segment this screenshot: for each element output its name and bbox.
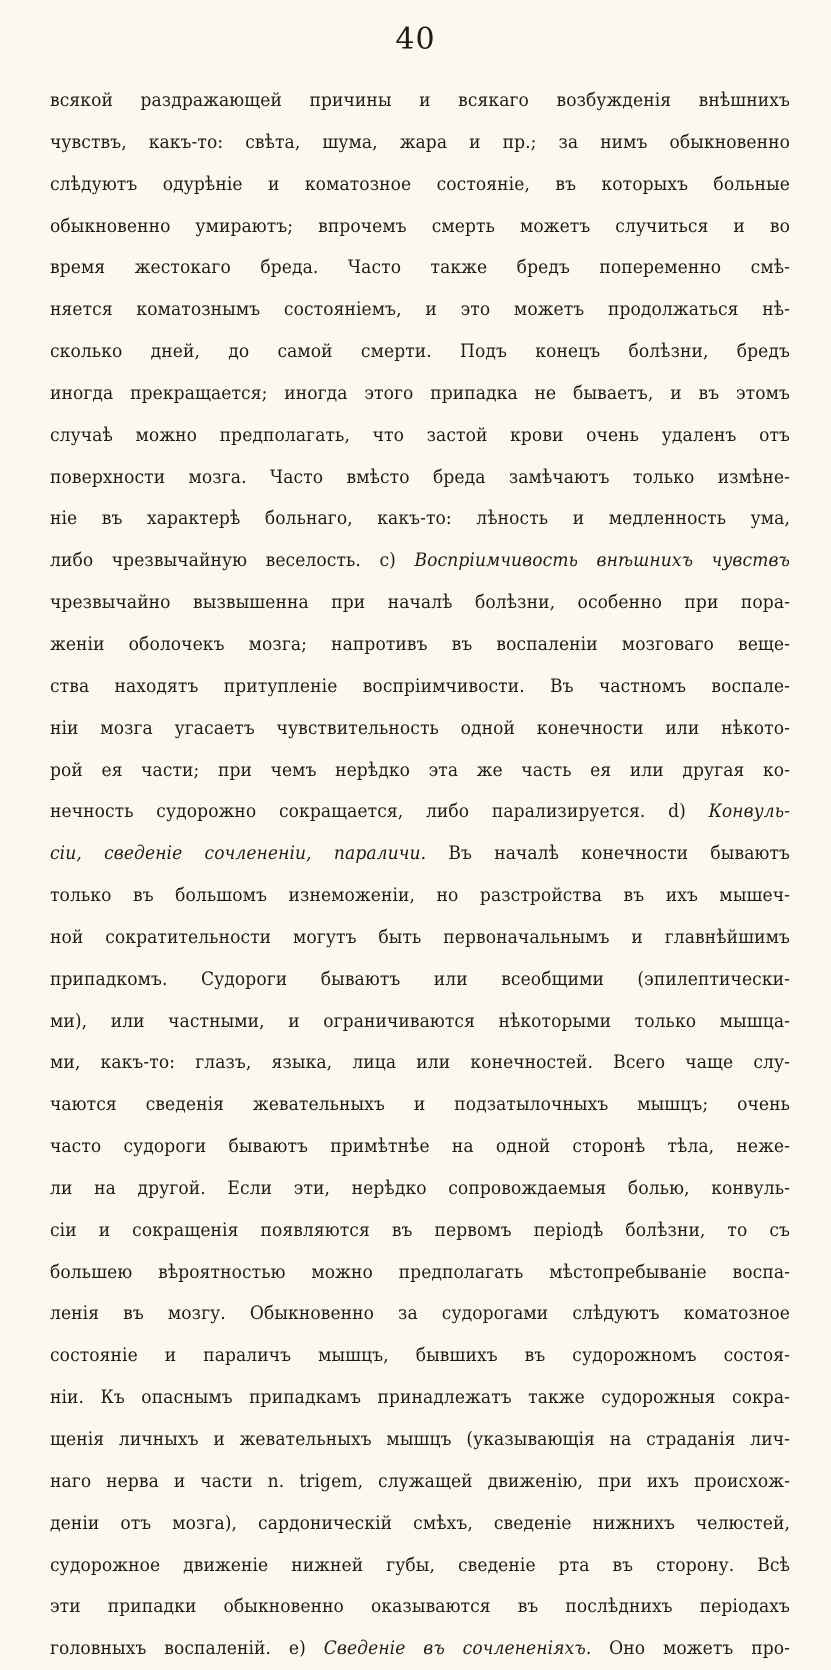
text-line	[50, 582, 790, 624]
text-line	[50, 959, 790, 1001]
text-segment: судорожное движеніе нижней губы, сведеніе рта въ сторону. Всѣ	[50, 1553, 790, 1576]
italic-heading: Воспріимчивость внѣшнихъ чувствъ	[414, 549, 790, 572]
italic-heading: сіи, сведеніе сочлененіи, параличи.	[50, 842, 427, 865]
text-line	[50, 1377, 790, 1419]
text-segment: сіи и сокращенія появляются въ первомъ періодѣ болѣзни, то съ	[50, 1218, 790, 1241]
text-line	[50, 122, 790, 164]
text-segment: женіи оболочекъ мозга; напротивъ въ воспаленіи мозговаго веще-	[50, 632, 790, 655]
text-line	[50, 415, 790, 457]
text-line	[50, 1461, 790, 1503]
text-segment: ніи. Къ опаснымъ припадкамъ принадлежатъ также судорожныя сокра-	[50, 1386, 790, 1409]
text-line	[50, 1168, 790, 1210]
text-line	[50, 1628, 790, 1670]
text-segment: эти припадки обыкновенно оказываются въ послѣднихъ періодахъ	[50, 1595, 790, 1618]
text-line	[50, 373, 790, 415]
text-line	[50, 247, 790, 289]
text-line	[50, 708, 790, 750]
italic-heading: Сведеніе въ сочлененіяхъ.	[323, 1637, 592, 1660]
text-line	[50, 1293, 790, 1335]
text-segment: сколько дней, до самой смерти. Подъ конецъ болѣзни, бредъ	[50, 340, 790, 363]
text-segment: няется коматознымъ состояніемъ, и это можетъ продолжаться нѣ-	[50, 298, 790, 321]
text-segment: ства находятъ притупленіе воспріимчивости. Въ частномъ воспале-	[50, 674, 790, 697]
text-line	[50, 1084, 790, 1126]
text-line	[50, 164, 790, 206]
text-segment: случаѣ можно предполагать, что застой крови очень удаленъ отъ	[50, 423, 790, 446]
text-line	[50, 1001, 790, 1043]
text-segment: припадкомъ. Судороги бываютъ или всеобщими (эпилептически-	[50, 967, 790, 990]
text-segment: слѣдуютъ одурѣніе и коматозное состояніе, въ которыхъ больные	[50, 172, 790, 195]
text-line	[50, 80, 790, 122]
text-line	[50, 1252, 790, 1294]
text-segment: ніе въ характерѣ больнаго, какъ-то: лѣность и медленность ума,	[50, 507, 790, 530]
text-line	[50, 540, 790, 582]
text-segment: большею вѣроятностью можно предполагать мѣстопребываніе воспа-	[50, 1260, 790, 1283]
text-segment: иногда прекращается; иногда этого припадка не бываетъ, и въ этомъ	[50, 381, 790, 404]
text-line	[50, 917, 790, 959]
text-segment: чувствъ, какъ-то: свѣта, шума, жара и пр.; за нимъ обыкновенно	[50, 130, 790, 153]
text-segment: ной сократительности могутъ быть первоначальнымъ и главнѣйшимъ	[50, 925, 790, 948]
text-line	[50, 1210, 790, 1252]
text-segment: всякой раздражающей причины и всякаго возбужденія внѣшнихъ	[50, 89, 790, 111]
body-text	[50, 80, 790, 1670]
text-segment: Оно можетъ про-	[591, 1637, 790, 1660]
text-line	[50, 1126, 790, 1168]
text-line	[50, 331, 790, 373]
text-line	[50, 457, 790, 499]
text-segment: головныхъ воспаленій. е)	[50, 1637, 324, 1660]
text-segment: ми), или частными, и ограничиваются нѣкоторыми только мышца-	[50, 1009, 790, 1032]
italic-heading: Конвуль-	[708, 800, 790, 823]
text-line	[50, 1586, 790, 1628]
text-line	[50, 833, 790, 875]
text-line	[50, 1042, 790, 1084]
text-line	[50, 791, 790, 833]
text-line	[50, 666, 790, 708]
page-number: 40	[395, 22, 436, 57]
text-line	[50, 206, 790, 248]
text-segment: часто судороги бываютъ примѣтнѣе на одной сторонѣ тѣла, неже-	[50, 1135, 790, 1158]
text-line	[50, 289, 790, 331]
text-line	[50, 750, 790, 792]
text-segment: щенія личныхъ и жевательныхъ мышцъ (указывающія на страданія лич-	[50, 1428, 790, 1450]
text-segment: чаются сведенія жевательныхъ и подзатылочныхъ мышцъ; очень	[50, 1093, 790, 1116]
text-segment: деніи отъ мозга), сардоническій смѣхъ, сведеніе нижнихъ челюстей,	[50, 1511, 790, 1534]
text-segment: состояніе и параличъ мышцъ, бывшихъ въ судорожномъ состоя-	[50, 1344, 790, 1367]
text-segment: время жестокаго бреда. Часто также бредъ попеременно смѣ-	[50, 256, 790, 279]
text-segment: нечность судорожно сокращается, либо парализируется. d)	[50, 800, 709, 823]
text-line	[50, 1335, 790, 1377]
text-segment: ли на другой. Если эти, нерѣдко сопровождаемыя болью, конвуль-	[50, 1176, 790, 1199]
text-segment: ніи мозга угасаетъ чувствительность одной конечности или нѣкото-	[50, 716, 790, 739]
text-segment: наго нерва и части n. trigem, служащей движенію, при ихъ происхож-	[50, 1469, 790, 1492]
text-segment: либо чрезвычайную веселость. с)	[50, 549, 415, 572]
text-segment: Въ началѣ конечности бываютъ	[426, 842, 790, 865]
text-line	[50, 875, 790, 917]
text-line	[50, 1503, 790, 1545]
text-line	[50, 1545, 790, 1587]
text-segment: ленія въ мозгу. Обыкновенно за судорогами слѣдуютъ коматозное	[50, 1302, 790, 1325]
text-line	[50, 498, 790, 540]
text-line	[50, 1419, 790, 1461]
text-segment: ми, какъ-то: глазъ, языка, лица или конечностей. Всего чаще слу-	[50, 1051, 790, 1074]
text-segment: только въ большомъ изнеможеніи, но разстройства въ ихъ мышеч-	[50, 884, 790, 907]
text-segment: рой ея части; при чемъ нерѣдко эта же часть ея или другая ко-	[50, 758, 790, 781]
text-segment: поверхности мозга. Часто вмѣсто бреда замѣчаютъ только измѣне-	[50, 465, 790, 488]
text-segment: обыкновенно умираютъ; впрочемъ смерть можетъ случиться и во	[50, 214, 790, 237]
text-segment: чрезвычайно вызвышенна при началѣ болѣзни, особенно при пора-	[50, 591, 790, 614]
text-line	[50, 624, 790, 666]
